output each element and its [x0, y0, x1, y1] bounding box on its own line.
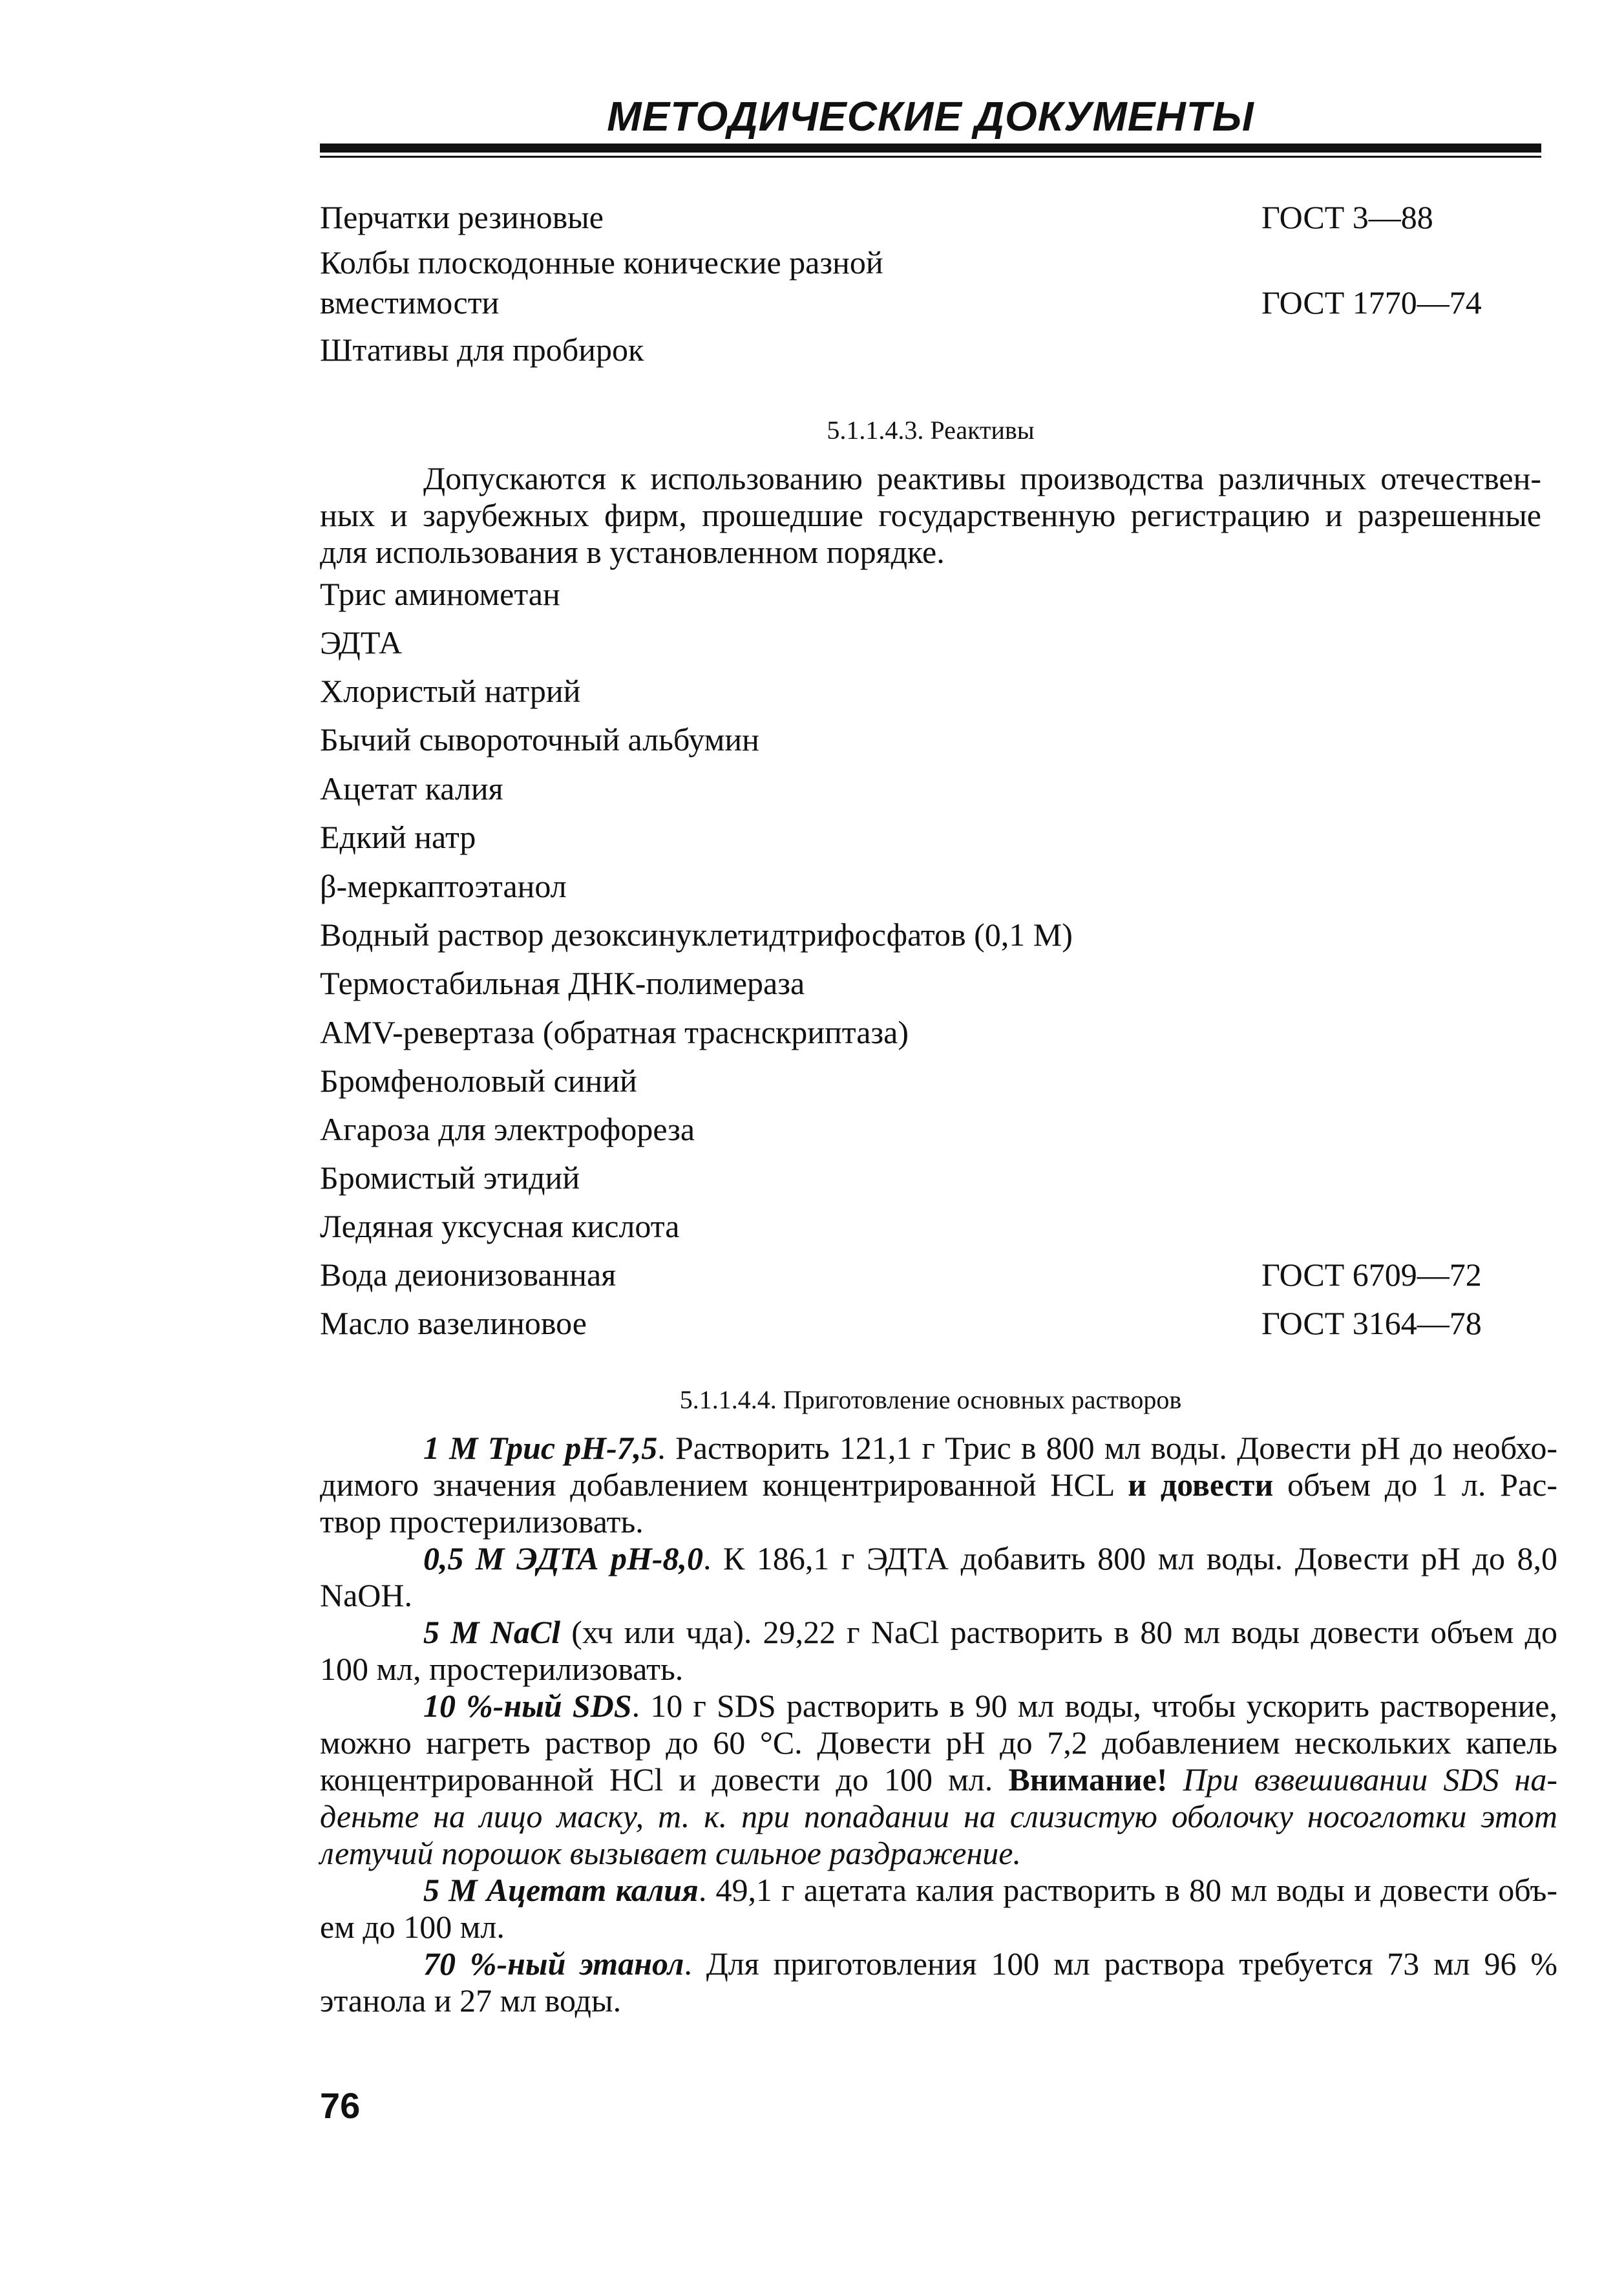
text-line: для использования в установленном порядке.: [320, 534, 945, 570]
reagent-label: Ледяная уксусная кислота: [320, 1208, 680, 1244]
reagent-label: Трис аминометан: [320, 576, 560, 612]
solution-title: 5 М Ацетат калия: [423, 1872, 699, 1908]
text-line: 70 %-ный этанол. Для приготовления 100 мл раствора требуется 73 мл 96 %: [423, 1946, 1558, 1982]
text-line: NaOH.: [320, 1577, 413, 1613]
text-line: 1 М Трис рН-7,5. Растворить 121,1 г Трис в 800 мл воды. Довести рН до необхо-: [423, 1430, 1557, 1466]
text-line: ем до 100 мл.: [320, 1909, 505, 1945]
reagent-label: Водный раствор дезоксинуклетидтрифосфатов (0,1 М): [320, 917, 1073, 953]
equipment-label: Колбы плоскодонные конические разной: [320, 244, 883, 281]
reagent-label: Масло вазелиновое: [320, 1305, 587, 1341]
reagent-label: Бромфеноловый синий: [320, 1063, 637, 1099]
text-line: 0,5 М ЭДТА рН-8,0. К 186,1 г ЭДТА добавить 800 мл воды. Довести рН до 8,0: [423, 1540, 1557, 1576]
text-line: 5 М Ацетат калия. 49,1 г ацетата калия растворить в 80 мл воды и довести объ-: [423, 1872, 1557, 1908]
page-header: [320, 90, 1541, 158]
solution-title: 70 %-ный этанол: [423, 1946, 684, 1982]
reagent-label: Ацетат калия: [320, 770, 503, 807]
equipment-label: Штативы для пробирок: [320, 332, 644, 368]
text-line: деньте на лицо маску, т. к. при попадании на слизистую оболочку носоглотки этот: [320, 1798, 1557, 1834]
reagent-label: AMV-ревертаза (обратная траснскриптаза): [320, 1014, 909, 1050]
text-line: этанола и 27 мл воды.: [320, 1982, 622, 2019]
solution-title: 10 %-ный SDS: [423, 1688, 632, 1724]
text-line: Допускаются к использованию реактивы производства различных отечествен-: [423, 460, 1541, 496]
text-line: 10 %-ный SDS. 10 г SDS растворить в 90 мл воды, чтобы ускорить растворение,: [423, 1688, 1557, 1724]
warning-label: Внимание!: [1008, 1761, 1168, 1798]
reagent-label: β-меркаптоэтанол: [320, 868, 567, 904]
reagent-label: Вода деионизованная: [320, 1257, 617, 1293]
text-line: 100 мл, простерилизовать.: [320, 1651, 684, 1687]
equipment-label: вместимости: [320, 284, 500, 321]
text-line: 5 М NaCl (хч или чда). 29,22 г NaCl растворить в 80 мл воды довести объем до: [423, 1614, 1557, 1650]
reagent-label: Едкий натр: [320, 819, 476, 855]
header-title: МЕТОДИЧЕСКИЕ ДОКУМЕНТЫ: [607, 93, 1254, 140]
equipment-gost: ГОСТ 1770—74: [1261, 284, 1482, 321]
text-line: летучий порошок вызывает сильное раздражение.: [320, 1835, 1021, 1871]
text-line: можно нагреть раствор до 60 °С. Довести рН до 7,2 добавлением нескольких капель: [320, 1724, 1557, 1761]
header-rule-thin: [320, 156, 1541, 158]
header-rule-thick: [320, 143, 1541, 153]
text-line: димого значения добавлением концентрированной HCL и довести объем до 1 л. Рас-: [320, 1467, 1557, 1503]
reagents-intro: [320, 460, 1541, 571]
equipment-gost: ГОСТ 3—88: [1261, 199, 1433, 235]
reagent-label: ЭДТА: [320, 624, 403, 661]
text-line: концентрированной HCl и довести до 100 мл. Внимание! При взвешивании SDS на-: [320, 1761, 1558, 1798]
equipment-label: Перчатки резиновые: [320, 199, 604, 235]
reagent-label: Хлористый натрий: [320, 673, 581, 709]
section-heading-solutions: 5.1.1.4.4. Приготовление основных растворов: [679, 1385, 1182, 1414]
text-line: ных и зарубежных фирм, прошедшие государственную регистрацию и разрешенные: [320, 497, 1541, 533]
solution-title: 5 М NaCl: [423, 1614, 561, 1650]
text-line: твор простерилизовать.: [320, 1503, 644, 1540]
page-number: 76: [320, 2085, 361, 2126]
reagent-label: Агароза для электрофореза: [320, 1111, 695, 1147]
section-heading-reagents: 5.1.1.4.3. Реактивы: [827, 416, 1035, 445]
reagent-label: Бычий сывороточный альбумин: [320, 721, 759, 758]
reagent-label: Бромистый этидий: [320, 1160, 580, 1196]
solutions-text: [320, 1430, 1557, 2019]
reagent-gost: ГОСТ 3164—78: [1261, 1305, 1482, 1341]
reagent-gost: ГОСТ 6709—72: [1261, 1257, 1482, 1293]
solution-title: 0,5 М ЭДТА рН-8,0: [423, 1540, 704, 1576]
solution-title: 1 М Трис рН-7,5: [423, 1430, 658, 1466]
reagent-label: Термостабильная ДНК-полимераза: [320, 965, 805, 1001]
